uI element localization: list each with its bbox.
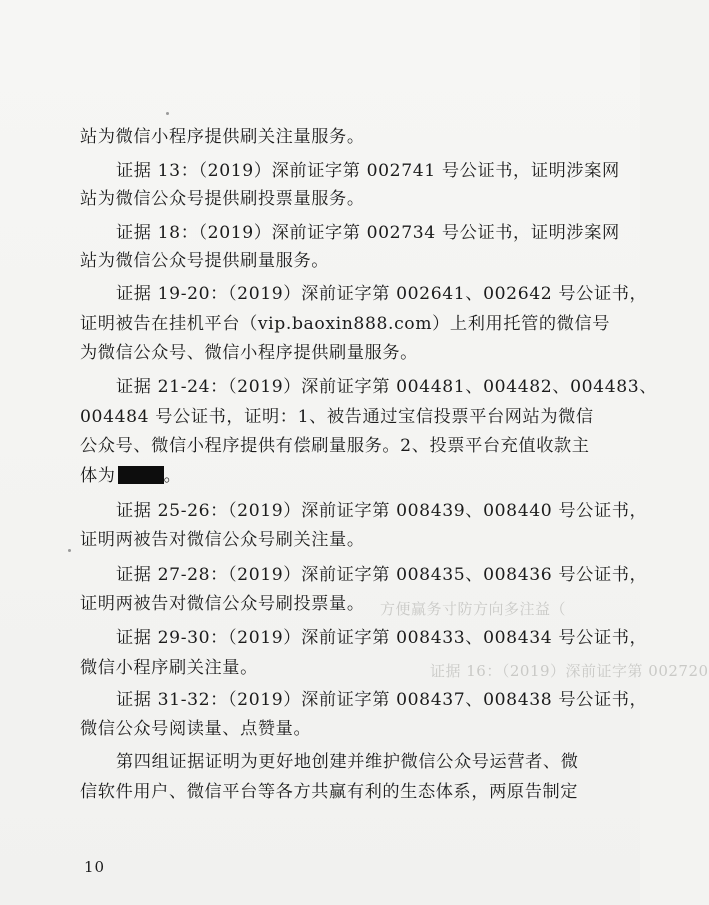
- scan-speck: [166, 112, 169, 115]
- evidence-21-24-line: 证据 21-24：（2019）深前证字第 004481、004482、004483、: [116, 377, 658, 397]
- body-text: 。: [163, 466, 182, 486]
- evidence-18-line: 证据 18：（2019）深前证字第 002734 号公证书，证明涉案网: [116, 223, 620, 243]
- evidence-25-26-line: 证据 25-26：（2019）深前证字第 008439、008440 号公证书，: [116, 501, 648, 521]
- bleed-through-text: 证据 16：（2019）深前证字第 002720: [430, 662, 709, 680]
- body-line: 004484 号公证书，证明：1、被告通过宝信投票平台网站为微信: [80, 407, 594, 427]
- body-line: 站为微信小程序提供刷关注量服务。: [80, 127, 365, 147]
- body-line: 微信公众号阅读量、点赞量。: [80, 719, 312, 739]
- evidence-19-20-line: 证据 19-20：（2019）深前证字第 002641、002642 号公证书，: [116, 284, 648, 304]
- page-number: 10: [84, 858, 106, 876]
- evidence-31-32-line: 证据 31-32：（2019）深前证字第 008437、008438 号公证书，: [116, 690, 648, 710]
- body-line: 为微信公众号、微信小程序提供刷量服务。: [80, 343, 418, 363]
- redaction-block: [118, 466, 164, 484]
- body-line-with-redaction: [80, 465, 570, 487]
- body-line: 信软件用户、微信平台等各方共赢有利的生态体系，两原告制定: [80, 782, 579, 802]
- evidence-27-28-line: 证据 27-28：（2019）深前证字第 008435、008436 号公证书，: [116, 565, 648, 585]
- body-line: 站为微信公众号提供刷量服务。: [80, 251, 330, 271]
- evidence-29-30-line: 证据 29-30：（2019）深前证字第 008433、008434 号公证书，: [116, 628, 648, 648]
- body-text: 体为: [80, 466, 116, 486]
- body-line: 证明两被告对微信公众号刷投票量。: [80, 594, 365, 614]
- scan-speck: [68, 549, 71, 552]
- body-line: 证明两被告对微信公众号刷关注量。: [80, 530, 365, 550]
- body-line: 微信小程序刷关注量。: [80, 658, 258, 678]
- body-line: 公众号、微信小程序提供有偿刷量服务。2、投票平台充值收款主: [80, 436, 590, 456]
- body-line: 站为微信公众号提供刷投票量服务。: [80, 189, 365, 209]
- body-line: 证明被告在挂机平台（vip.baoxin888.com）上利用托管的微信号: [80, 314, 611, 334]
- evidence-13-line: 证据 13：（2019）深前证字第 002741 号公证书，证明涉案网: [116, 161, 620, 181]
- paragraph-start-line: 第四组证据证明为更好地创建并维护微信公众号运营者、微: [116, 752, 579, 772]
- bleed-through-text: 方便赢务寸防方向多注益（: [380, 600, 567, 618]
